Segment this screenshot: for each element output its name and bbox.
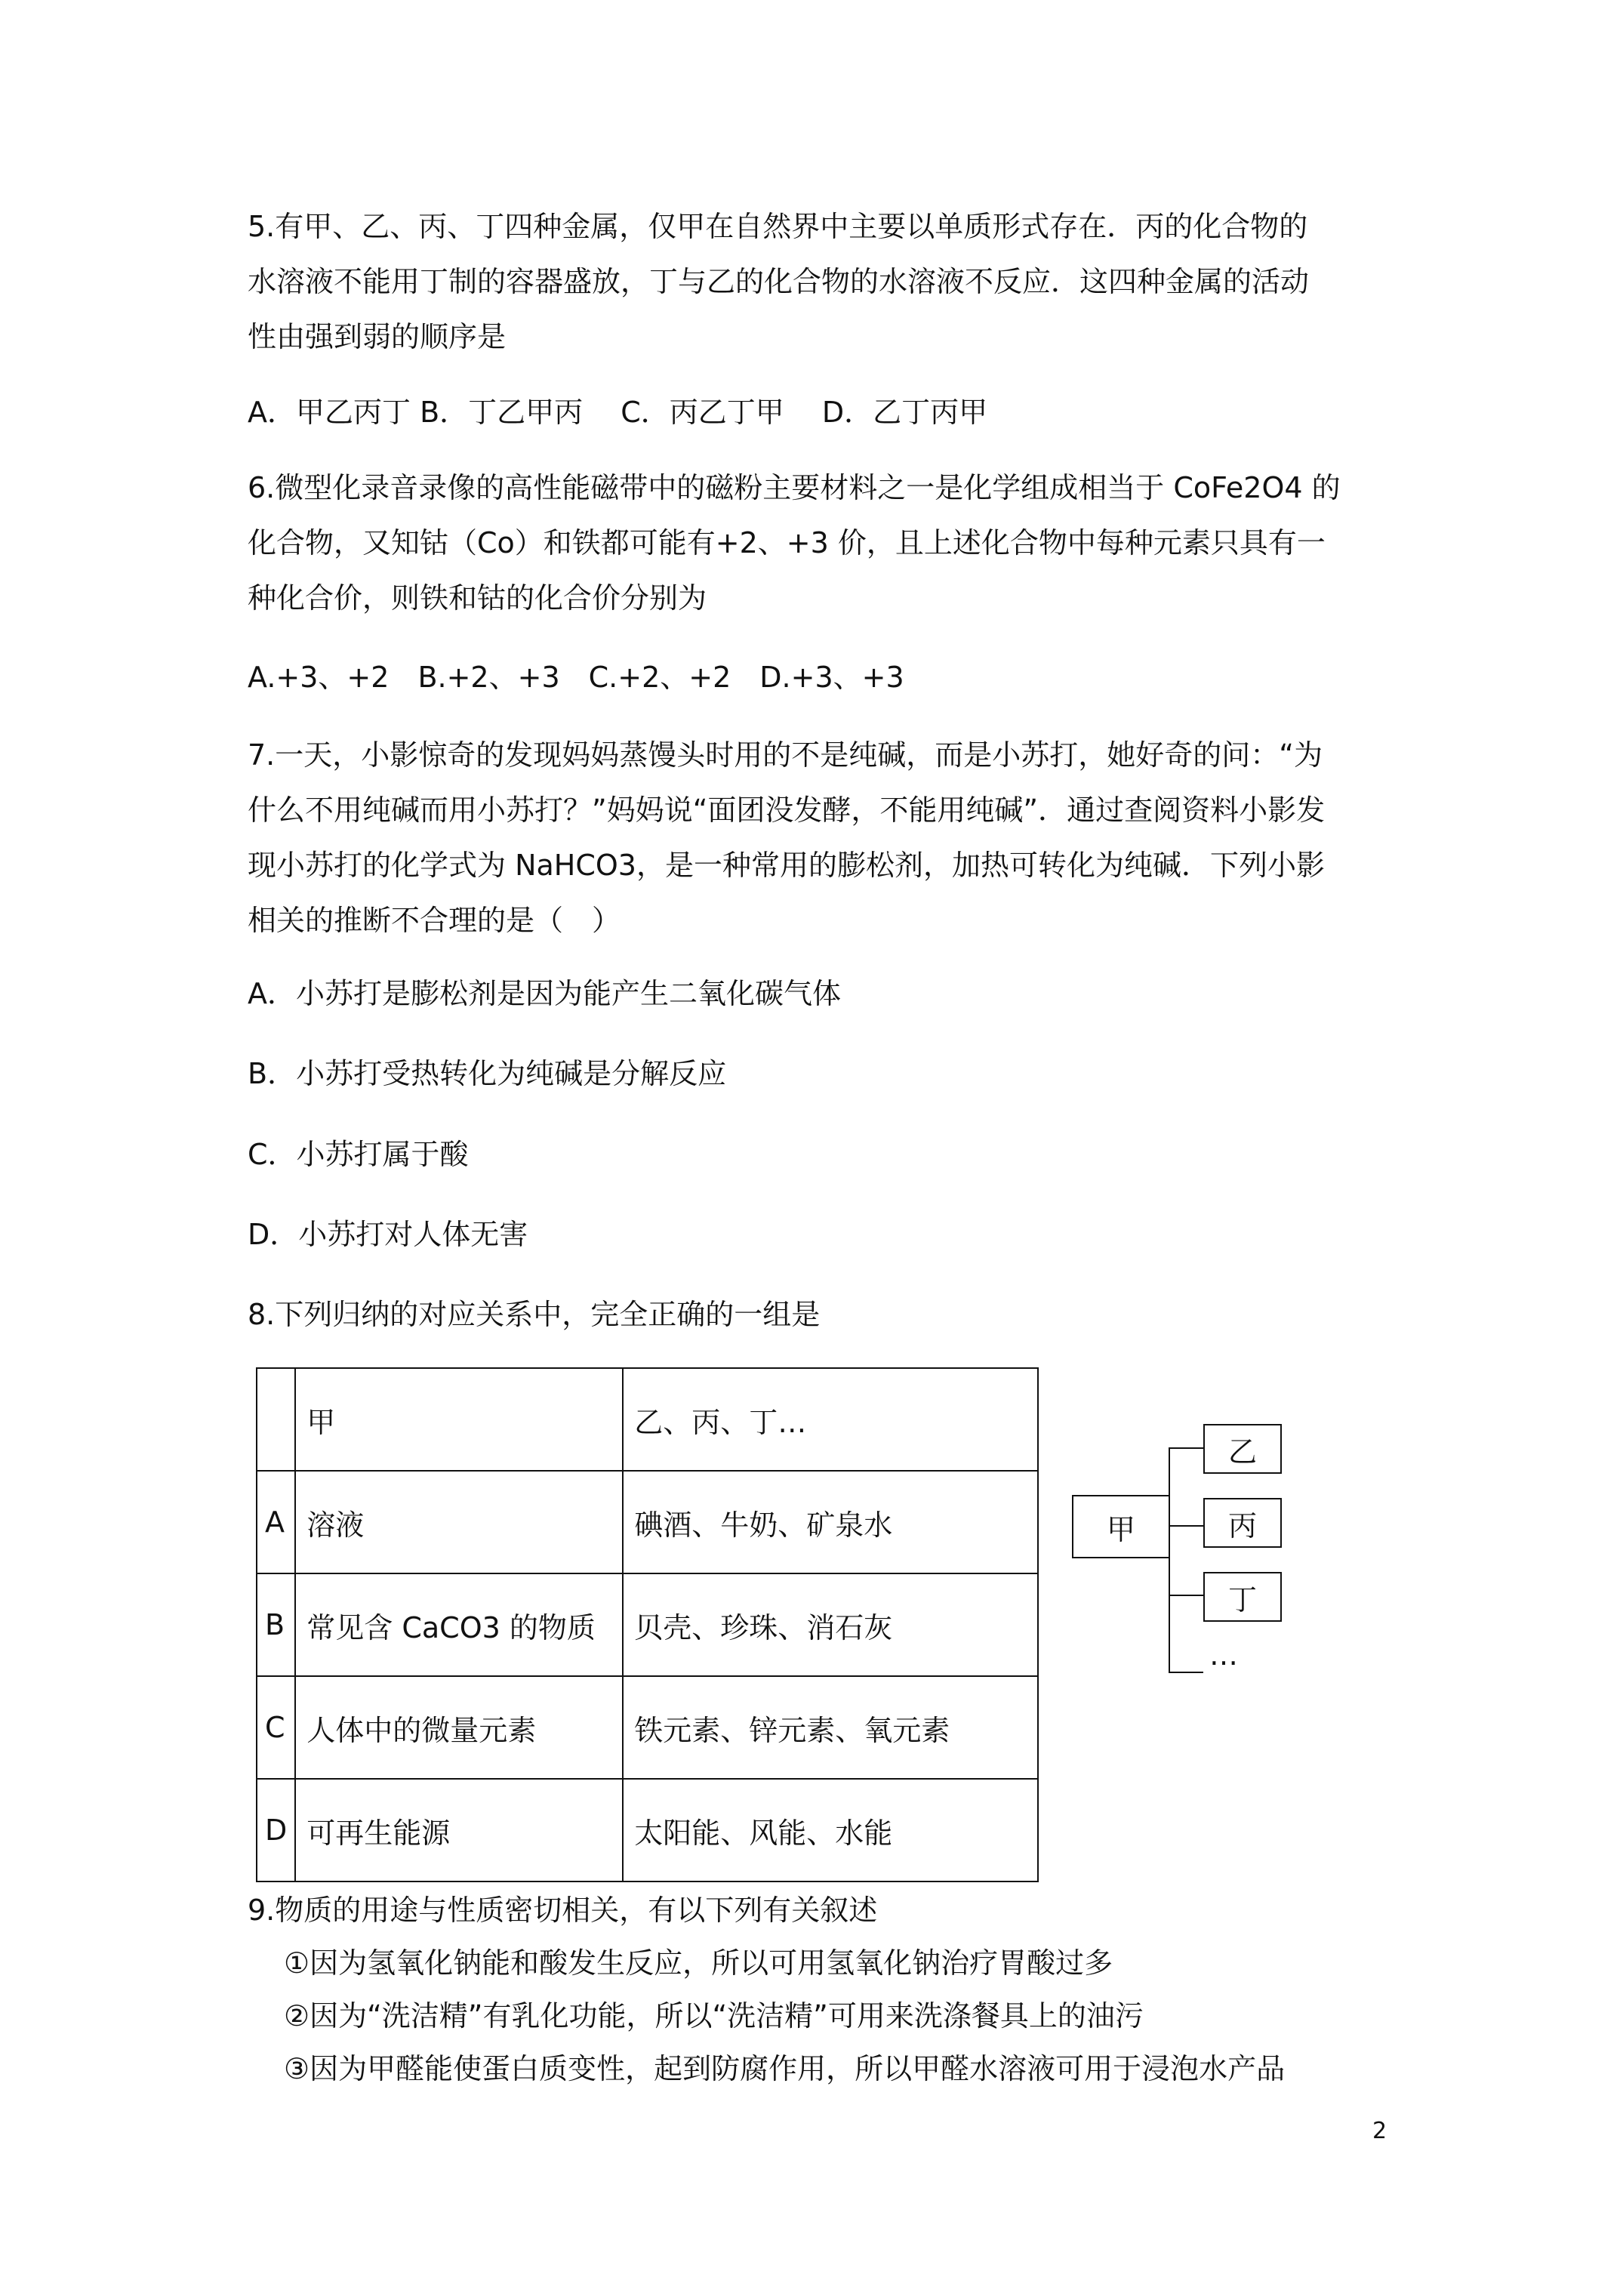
q7-line-2: 什么不用纯碱而用小苏打？”妈妈说“面团没发酵，不能用纯碱”．通过查阅资料小影发	[248, 794, 1326, 827]
q6-line-1: 6.微型化录音录像的高性能磁带中的磁粉主要材料之一是化学组成相当于 CoFe2O4 的	[248, 471, 1341, 504]
table-header-cell: 甲	[295, 1368, 623, 1471]
table-cell: 太阳能、风能、水能	[623, 1779, 1038, 1881]
q8-table	[256, 1367, 1039, 1882]
q5-line-1: 5.有甲、乙、丙、丁四种金属，仅甲在自然界中主要以单质形式存在．丙的化合物的	[248, 210, 1308, 243]
table-cell: C	[257, 1676, 295, 1779]
diagram-child-box: 丙	[1203, 1498, 1282, 1548]
table-cell: A	[257, 1471, 295, 1573]
q5-line-3: 性由强到弱的顺序是	[248, 320, 507, 353]
connector-line	[1169, 1525, 1203, 1527]
q5-options: A．甲乙丙丁 B．丁乙甲丙 C．丙乙丁甲 D．乙丁丙甲	[248, 396, 988, 429]
table-cell: 常见含 CaCO3 的物质	[295, 1573, 623, 1676]
table-cell: 人体中的微量元素	[295, 1676, 623, 1779]
connector-line	[1169, 1447, 1203, 1449]
diagram-child-box: 乙	[1203, 1424, 1282, 1474]
table-header-cell: 乙、丙、丁…	[623, 1368, 1038, 1471]
connector-line	[1169, 1447, 1170, 1672]
q9-stem: 9.物质的用途与性质密切相关，有以下列有关叙述	[248, 1894, 878, 1927]
table-header-cell	[257, 1368, 295, 1471]
q9-item-3: ③因为甲醛能使蛋白质变性，起到防腐作用，所以甲醛水溶液可用于浸泡水产品	[284, 2052, 1286, 2085]
q7-line-3: 现小苏打的化学式为 NaHCO3，是一种常用的膨松剂，加热可转化为纯碱．下列小影	[248, 849, 1325, 882]
diagram-root-box: 甲	[1072, 1495, 1170, 1558]
q7-option-b: B．小苏打受热转化为纯碱是分解反应	[248, 1057, 727, 1090]
table-cell: 碘酒、牛奶、矿泉水	[623, 1471, 1038, 1573]
classification-diagram	[1072, 1419, 1313, 1672]
table-cell: 溶液	[295, 1471, 623, 1573]
diagram-child-box: 丁	[1203, 1572, 1282, 1622]
q7-option-a: A．小苏打是膨松剂是因为能产生二氧化碳气体	[248, 977, 841, 1010]
table-cell: 贝壳、珍珠、消石灰	[623, 1573, 1038, 1676]
table-cell: 铁元素、锌元素、氧元素	[623, 1676, 1038, 1779]
connector-line	[1169, 1595, 1203, 1596]
q7-line-4: 相关的推断不合理的是（ ）	[248, 904, 621, 937]
table-row	[257, 1676, 1038, 1779]
table-cell: D	[257, 1779, 295, 1881]
q7-option-c: C．小苏打属于酸	[248, 1138, 469, 1171]
diagram-more-marker: …	[1209, 1638, 1238, 1672]
q5-line-2: 水溶液不能用丁制的容器盛放，丁与乙的化合物的水溶液不反应．这四种金属的活动	[248, 265, 1310, 298]
page-number: 2	[1372, 2118, 1387, 2144]
q7-line-1: 7.一天，小影惊奇的发现妈妈蒸馒头时用的不是纯碱，而是小苏打，她好奇的问：“为	[248, 738, 1323, 772]
q7-option-d: D．小苏打对人体无害	[248, 1218, 528, 1251]
q9-item-1: ①因为氢氧化钠能和酸发生反应，所以可用氢氧化钠治疗胃酸过多	[284, 1946, 1113, 1980]
q6-line-3: 种化合价，则铁和钴的化合价分别为	[248, 581, 707, 615]
q8-stem: 8.下列归纳的对应关系中，完全正确的一组是	[248, 1298, 821, 1331]
connector-line	[1169, 1672, 1203, 1673]
table-row	[257, 1471, 1038, 1573]
table-cell: 可再生能源	[295, 1779, 623, 1881]
table-cell: B	[257, 1573, 295, 1676]
table-header-row	[257, 1368, 1038, 1471]
q6-line-2: 化合物，又知钴（Co）和铁都可能有+2、+3 价，且上述化合物中每种元素只具有一	[248, 526, 1326, 559]
table-row	[257, 1573, 1038, 1676]
table-row	[257, 1779, 1038, 1881]
q6-options: A.+3、+2 B.+2、+3 C.+2、+2 D.+3、+3	[248, 661, 904, 694]
q9-item-2: ②因为“洗洁精”有乳化功能，所以“洗洁精”可用来洗涤餐具上的油污	[284, 1999, 1144, 2032]
